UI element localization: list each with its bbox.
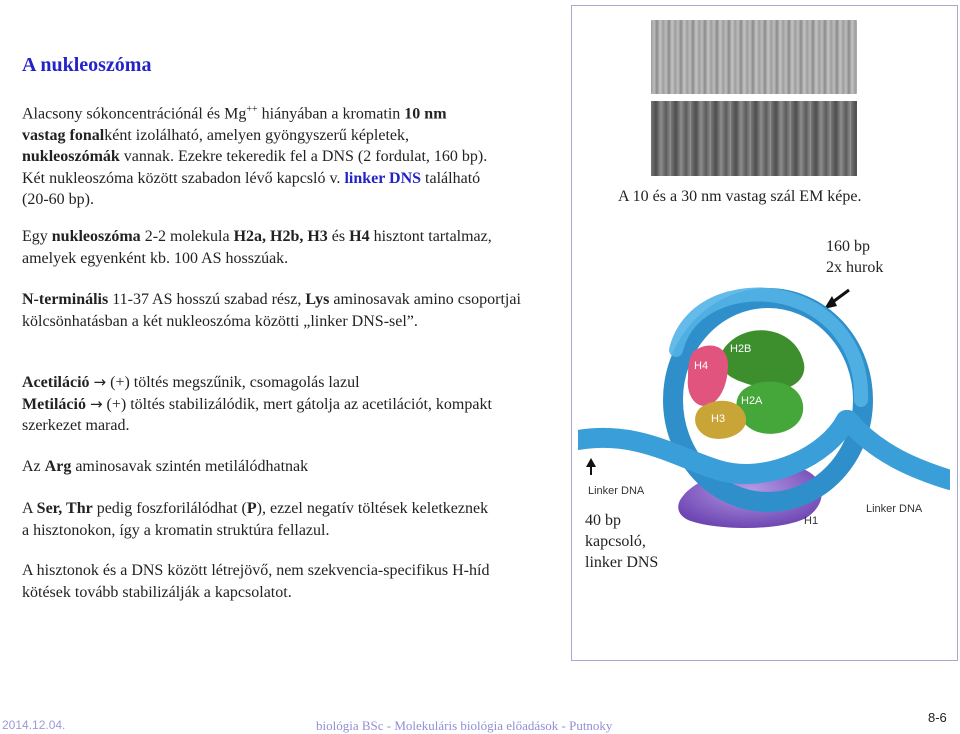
paragraph-chromatin: Alacsony sókoncentrációnál és Mg++ hiányában a kromatin 10 nm vastag fonalként izolálható, amelyen gyöngyszerű képletek, nukleoszómák vannak. Ezekre tekeredik fel a DNS (2 fordulat, 160 bp). Két nukleoszóma között szabadon lévő kapcsló v. linker DNS található (20-60 bp).	[22, 104, 488, 209]
paragraph-histones: Egy nukleoszóma 2-2 molekula H2a, H2b, H3 és H4 hisztont tartalmaz, amelyek egyenként kb. 100 AS hosszúak.	[22, 228, 492, 267]
bp-caption: 160 bp 2x hurok	[826, 238, 884, 276]
paragraph-modifications: Acetiláció → (+) töltés megszűnik, csomagolás lazul Metiláció → (+) töltés stabilizálódik, mert gátolja az acetilációt, kompakt szerkezet marad.	[22, 373, 492, 434]
label-h2a: H2A	[741, 395, 763, 407]
label-h3: H3	[711, 413, 726, 425]
em-caption: A 10 és a 30 nm vastag szál EM képe.	[618, 188, 862, 205]
paragraph-hbonds: A hisztonok és a DNS között létrejövő, nem szekvencia-specifikus H-híd kötések tovább stabilizálják a kapcsolatot.	[22, 562, 490, 601]
page-number: 8-6	[928, 710, 947, 725]
em-image-30nm	[651, 101, 857, 176]
arrow-right-icon: →	[93, 373, 107, 391]
linker-caption: 40 bp kapcsoló, linker DNS	[585, 512, 659, 571]
h2b-histone	[721, 330, 805, 389]
paragraph-arg: Az Arg aminosavak szintén metilálódhatnak	[22, 458, 309, 475]
loop-pointer-arrow	[824, 290, 849, 309]
h2a-histone	[736, 382, 803, 434]
paragraph-n-terminal: N-terminális 11-37 AS hosszú szabad rész, Lys aminosavak amino csoportjai kölcsönhatásban a két nukleoszóma közötti „linker DNS-sel”.	[22, 291, 521, 330]
nucleosome-diagram	[578, 280, 950, 530]
label-linker-dna-left: Linker DNA	[588, 485, 645, 497]
label-h2b: H2B	[730, 343, 752, 355]
footer-date: 2014.12.04.	[2, 718, 66, 732]
arrow-right-icon: →	[89, 394, 103, 413]
paragraph-phosphorylation: A Ser, Thr pedig foszforilálódhat (P), ezzel negatív töltések keletkeznek a hisztonokon, így a kromatin struktúra fellazul.	[22, 500, 489, 539]
label-h1: H1	[804, 515, 819, 527]
page-title: A nukleoszóma	[22, 54, 152, 76]
em-image-10nm	[651, 20, 857, 94]
label-linker-dna-right: Linker DNA	[866, 503, 923, 515]
linker-pointer-arrow	[586, 458, 596, 475]
label-h4: H4	[694, 360, 709, 372]
footer-course: biológia BSc - Molekuláris biológia előadások - Putnoky	[316, 718, 613, 733]
dna-right-arm	[848, 420, 950, 480]
h4-histone	[688, 346, 728, 406]
